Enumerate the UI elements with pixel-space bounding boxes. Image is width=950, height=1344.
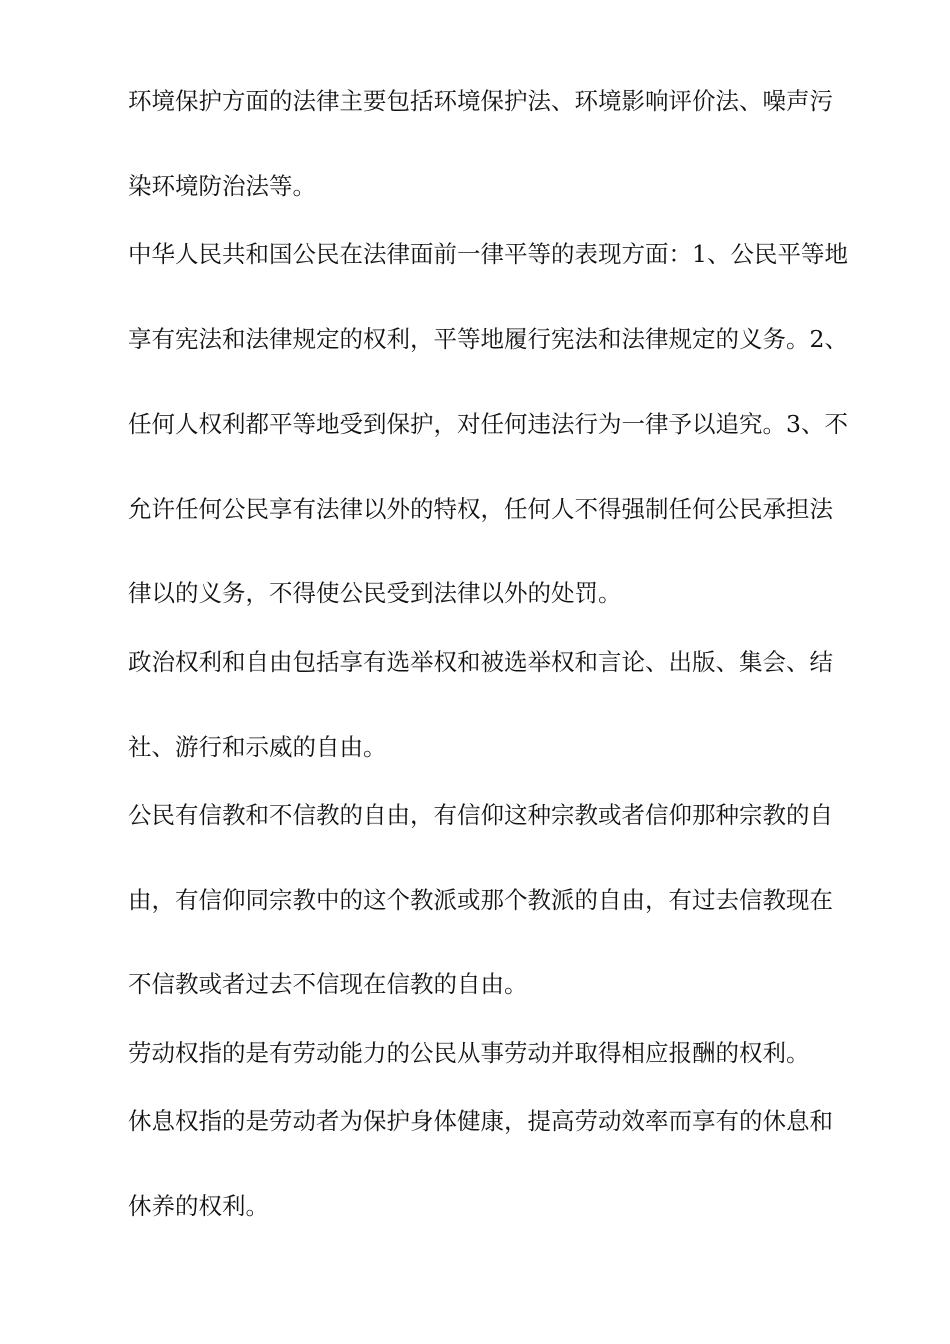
paragraph-2-line-4: 允许任何公民享有法律以外的特权，任何人不得强制任何公民承担法 <box>128 495 833 523</box>
paragraph-2-line-1: 中华人民共和国公民在法律面前一律平等的表现方面：1、公民平等地 <box>128 240 848 268</box>
paragraph-1-line-2: 染环境防治法等。 <box>128 172 316 200</box>
paragraph-5-line-1: 劳动权指的是有劳动能力的公民从事劳动并取得相应报酬的权利。 <box>128 1039 810 1067</box>
paragraph-2-line-2: 享有宪法和法律规定的权利，平等地履行宪法和法律规定的义务。2、 <box>128 325 848 353</box>
paragraph-6-line-1: 休息权指的是劳动者为保护身体健康，提高劳动效率而享有的休息和 <box>128 1107 833 1135</box>
paragraph-3-line-1: 政治权利和自由包括享有选举权和被选举权和言论、出版、集会、结 <box>128 648 833 676</box>
paragraph-2-line-5: 律以的义务，不得使公民受到法律以外的处罚。 <box>128 579 622 607</box>
paragraph-4-line-2: 由，有信仰同宗教中的这个教派或那个教派的自由，有过去信教现在 <box>128 886 833 914</box>
paragraph-6-line-2: 休养的权利。 <box>128 1192 269 1220</box>
paragraph-4-line-3: 不信教或者过去不信现在信教的自由。 <box>128 970 528 998</box>
paragraph-2-line-3: 任何人权利都平等地受到保护，对任何违法行为一律予以追究。3、不 <box>128 410 848 438</box>
paragraph-3-line-2: 社、游行和示威的自由。 <box>128 733 387 761</box>
paragraph-4-line-1: 公民有信教和不信教的自由，有信仰这种宗教或者信仰那种宗教的自 <box>128 801 833 829</box>
paragraph-1-line-1: 环境保护方面的法律主要包括环境保护法、环境影响评价法、噪声污 <box>128 87 833 115</box>
